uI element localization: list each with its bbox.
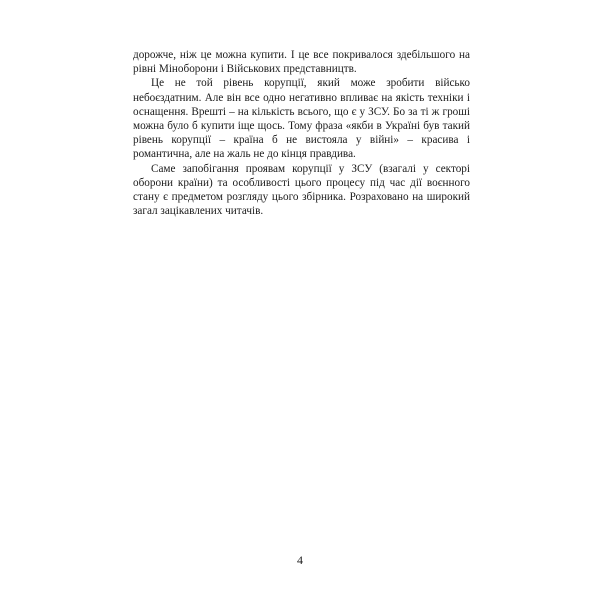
paragraph-3: Саме запобігання проявам корупції у ЗСУ (взагалі у секторі оборони країни) та особливості цього процесу під час дії воєнного стану є предметом розгляду цього збірника. Розраховано на широкий загал зацікавлених читачів. <box>133 162 470 218</box>
page-number: 4 <box>297 553 303 567</box>
paragraph-2: Це не той рівень корупції, який може зробити військо небоєздатним. Але він все одно негативно впливає на якість техніки і оснащення. Врешті – на кількість всього, що є у ЗСУ. Бо за ті ж гроші можна було б купити іще щось. Тому фраза «якби в Україні був такий рівень корупції – країна б не вистояла у війні» – красива і романтична, але на жаль не до кінця правдива. <box>133 77 470 161</box>
paragraph-1: дорожче, ніж це можна купити. І це все покривалося здебільшого на рівні Міноборони і Військових представництв. <box>133 49 470 76</box>
body-text <box>133 48 470 218</box>
